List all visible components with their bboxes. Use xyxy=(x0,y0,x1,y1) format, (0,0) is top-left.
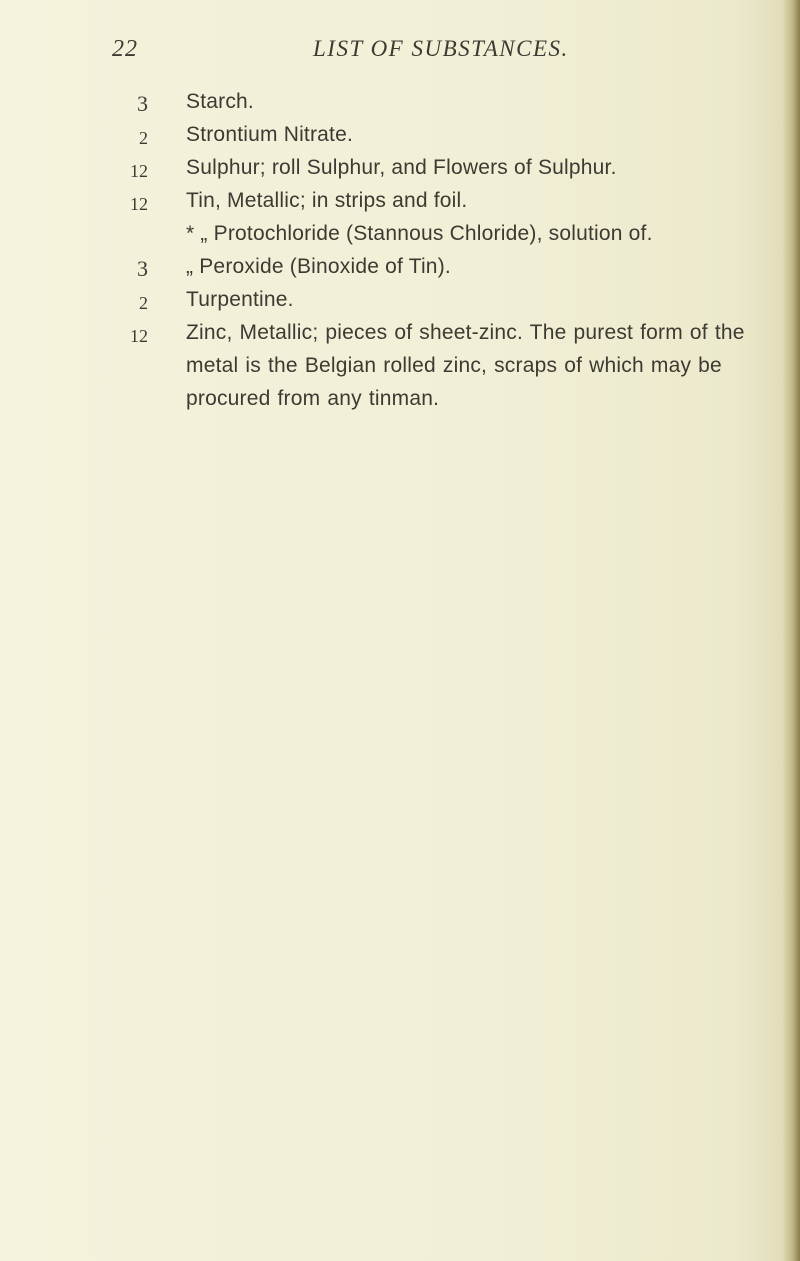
item-quantity: 12 xyxy=(130,194,148,214)
item-text: Turpentine. xyxy=(186,288,294,311)
list-item xyxy=(0,250,800,283)
list-item xyxy=(0,151,800,184)
item-text: Tin, Metallic; in strips and foil. xyxy=(186,189,468,212)
page-number: 22 xyxy=(112,36,138,62)
item-text: * „ Protochloride (Stannous Chloride), solution of. xyxy=(186,222,653,245)
running-header xyxy=(0,36,800,76)
list-item xyxy=(0,184,800,217)
item-text: „ Peroxide (Binoxide of Tin). xyxy=(186,255,451,278)
list-item xyxy=(0,316,800,415)
list-item xyxy=(0,85,800,118)
list-item xyxy=(0,217,800,250)
substance-list xyxy=(0,85,800,415)
item-quantity: 12 xyxy=(130,161,148,181)
running-title: LIST OF SUBSTANCES. xyxy=(313,36,569,61)
list-item xyxy=(0,283,800,316)
item-quantity: 3 xyxy=(137,256,148,281)
item-quantity: 2 xyxy=(139,128,148,148)
item-quantity: 2 xyxy=(139,293,148,313)
item-quantity: 3 xyxy=(137,91,148,116)
item-text: Strontium Nitrate. xyxy=(186,123,353,146)
item-text: Sulphur; roll Sulphur, and Flowers of Sulphur. xyxy=(186,156,617,179)
item-text: Starch. xyxy=(186,90,254,113)
item-quantity: 12 xyxy=(130,326,148,346)
list-item xyxy=(0,118,800,151)
item-text: Zinc, Metallic; pieces of sheet-zinc. The purest form of the metal is the Belgian rolled zinc, scraps of which may be procured from any tinman. xyxy=(186,321,745,410)
